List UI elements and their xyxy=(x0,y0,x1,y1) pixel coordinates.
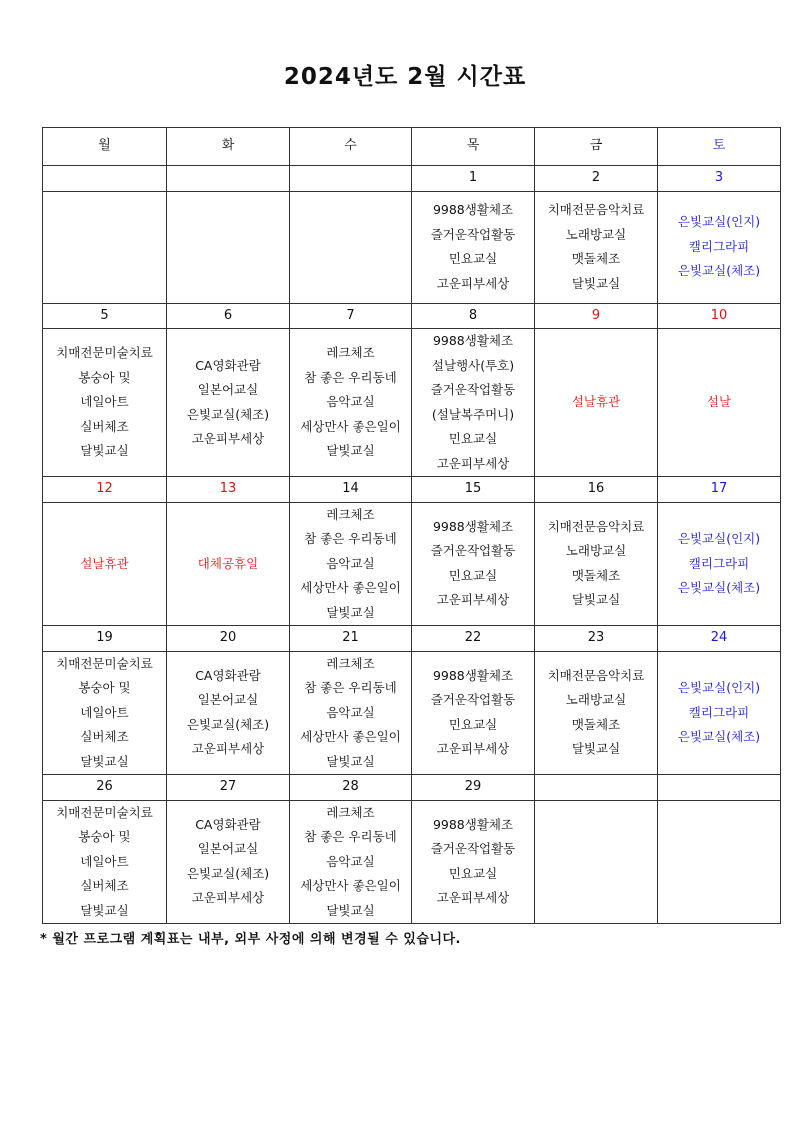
activity-item: 9988생활체조 xyxy=(432,202,514,217)
activity-cell xyxy=(658,329,781,477)
activity-item: 고운피부세상 xyxy=(436,592,510,608)
date-cell: 2 xyxy=(535,166,658,192)
activity-cell xyxy=(412,800,535,924)
activity-item: 치매전문미술치료 xyxy=(56,804,153,820)
activity-item: 봉숭아 및 xyxy=(78,829,131,844)
activity-cell xyxy=(167,502,290,626)
activity-item: 은빛교실(인지) xyxy=(677,531,761,546)
activity-item: 치매전문음악치료 xyxy=(547,518,645,534)
activity-item: 즐거운작업활동 xyxy=(430,226,516,242)
date-cell: 8 xyxy=(412,303,535,329)
date-cell xyxy=(43,166,167,192)
activity-cell xyxy=(535,191,658,303)
activity-item: 9988생활체조 xyxy=(432,667,514,683)
activity-item: 달빛교실 xyxy=(326,443,375,459)
activity-item: 즐거운작업활동 xyxy=(430,692,516,708)
activity-item: 레크체조 xyxy=(326,345,375,361)
activity-cell xyxy=(290,502,412,626)
activity-item: 레크체조 xyxy=(326,506,375,522)
date-row xyxy=(43,166,781,192)
activity-item: 대체공휴일 xyxy=(197,555,259,571)
activity-item: 맷돌체조 xyxy=(571,251,621,266)
activity-cell xyxy=(658,191,781,303)
activity-cell xyxy=(290,800,412,924)
activity-cell xyxy=(290,329,412,477)
date-cell: 3 xyxy=(658,166,781,192)
date-cell: 21 xyxy=(290,626,412,652)
activity-item: 네일아트 xyxy=(80,853,129,869)
activity-item: 실버체조 xyxy=(80,729,129,744)
date-cell: 7 xyxy=(290,303,412,329)
date-cell: 23 xyxy=(535,626,658,652)
activity-item: 맷돌체조 xyxy=(571,716,621,732)
date-cell: 9 xyxy=(535,303,658,329)
activity-item: CA영화관람 xyxy=(195,667,261,683)
activity-item: 음악교실 xyxy=(326,704,375,720)
date-cell: 16 xyxy=(535,477,658,503)
activity-item: 참 좋은 우리동네 xyxy=(304,369,397,385)
activity-item: 은빛교실(인지) xyxy=(677,680,761,695)
date-cell: 20 xyxy=(167,626,290,652)
activity-item: 민요교실 xyxy=(448,431,498,446)
activity-item: 음악교실 xyxy=(326,853,375,869)
activity-item: CA영화관람 xyxy=(195,816,261,832)
date-cell: 22 xyxy=(412,626,535,652)
activity-item: 세상만사 좋은일이 xyxy=(300,580,401,595)
activity-cell xyxy=(658,502,781,626)
activity-item: 실버체조 xyxy=(80,418,129,434)
date-cell xyxy=(535,775,658,801)
activity-item: 달빛교실 xyxy=(571,592,621,608)
activity-item: 은빛교실(체조) xyxy=(186,716,270,732)
activity-row xyxy=(43,651,781,775)
activity-row xyxy=(43,191,781,303)
activity-item: 민요교실 xyxy=(448,251,498,266)
calendar-table xyxy=(42,127,781,924)
activity-item: 즐거운작업활동 xyxy=(430,382,516,397)
activity-item: 은빛교실(인지) xyxy=(677,214,761,230)
activity-item: 세상만사 좋은일이 xyxy=(300,729,401,744)
date-cell: 10 xyxy=(658,303,781,329)
activity-cell xyxy=(412,329,535,477)
activity-item: 참 좋은 우리동네 xyxy=(304,829,397,844)
activity-cell xyxy=(535,329,658,477)
activity-item: 고운피부세상 xyxy=(191,431,265,446)
activity-cell xyxy=(43,800,167,924)
activity-item: 캘리그라피 xyxy=(688,555,750,571)
activity-item: 은빛교실(체조) xyxy=(186,865,270,881)
activity-item: 9988생활체조 xyxy=(432,816,514,832)
activity-item: 설날 xyxy=(706,394,732,410)
activity-item: 레크체조 xyxy=(326,655,375,671)
activity-item: 고운피부세상 xyxy=(191,890,265,906)
date-row xyxy=(43,303,781,329)
activity-item: 캘리그라피 xyxy=(688,704,750,720)
activity-cell xyxy=(658,800,781,924)
date-cell: 12 xyxy=(43,477,167,503)
activity-cell xyxy=(167,329,290,477)
activity-item: 치매전문음악치료 xyxy=(547,667,645,683)
activity-item: 달빛교실 xyxy=(326,753,375,769)
activity-item: 참 좋은 우리동네 xyxy=(304,680,397,695)
activity-cell xyxy=(43,191,167,303)
date-cell: 27 xyxy=(167,775,290,801)
activity-item: 고운피부세상 xyxy=(436,275,510,291)
activity-item: 캘리그라피 xyxy=(688,238,750,254)
activity-cell xyxy=(658,651,781,775)
weekday-sat: 토 xyxy=(658,128,781,166)
date-row xyxy=(43,775,781,801)
activity-item: 치매전문미술치료 xyxy=(56,655,153,671)
activity-row xyxy=(43,329,781,477)
activity-cell xyxy=(290,191,412,303)
activity-cell xyxy=(535,502,658,626)
activity-item: 달빛교실 xyxy=(80,902,129,918)
date-cell: 5 xyxy=(43,303,167,329)
date-cell: 29 xyxy=(412,775,535,801)
activity-cell xyxy=(43,329,167,477)
activity-item: 실버체조 xyxy=(80,878,129,893)
activity-item: 9988생활체조 xyxy=(432,518,514,534)
date-cell: 26 xyxy=(43,775,167,801)
activity-item: 설날휴관 xyxy=(571,394,621,410)
activity-item: 일본어교실 xyxy=(197,692,259,708)
date-cell xyxy=(167,166,290,192)
activity-item: 고운피부세상 xyxy=(191,741,265,757)
activity-item: 노래방교실 xyxy=(565,692,627,708)
activity-item: 맷돌체조 xyxy=(571,567,621,583)
activity-item: 설날행사(투호) xyxy=(431,357,515,373)
activity-item: 민요교실 xyxy=(448,865,498,881)
activity-item: 달빛교실 xyxy=(326,902,375,918)
activity-item: 은빛교실(체조) xyxy=(186,406,270,422)
date-cell: 28 xyxy=(290,775,412,801)
activity-item: 민요교실 xyxy=(448,567,498,583)
activity-item: 설날휴관 xyxy=(80,555,129,571)
activity-item: 즐거운작업활동 xyxy=(430,543,516,559)
date-cell: 17 xyxy=(658,477,781,503)
activity-item: 치매전문미술치료 xyxy=(56,345,153,361)
activity-cell xyxy=(167,651,290,775)
date-row xyxy=(43,477,781,503)
activity-item: 달빛교실 xyxy=(571,741,621,757)
activity-item: 치매전문음악치료 xyxy=(547,202,645,217)
activity-item: 참 좋은 우리동네 xyxy=(304,531,397,546)
date-cell: 14 xyxy=(290,477,412,503)
date-cell: 24 xyxy=(658,626,781,652)
date-row xyxy=(43,626,781,652)
activity-item: 달빛교실 xyxy=(326,604,375,620)
weekday-thu: 목 xyxy=(412,128,535,166)
activity-row xyxy=(43,502,781,626)
weekday-wed: 수 xyxy=(290,128,412,166)
date-cell: 13 xyxy=(167,477,290,503)
date-cell: 19 xyxy=(43,626,167,652)
activity-item: 네일아트 xyxy=(80,704,129,720)
activity-item: 은빛교실(체조) xyxy=(677,729,761,744)
activity-cell xyxy=(290,651,412,775)
page-title: 2024년도 2월 시간표 xyxy=(283,64,527,90)
activity-item: 달빛교실 xyxy=(571,275,621,291)
date-cell xyxy=(290,166,412,192)
activity-item: 민요교실 xyxy=(448,716,498,732)
activity-cell xyxy=(167,191,290,303)
activity-item: 음악교실 xyxy=(326,394,375,410)
weekday-fri: 금 xyxy=(535,128,658,166)
activity-row xyxy=(43,800,781,924)
activity-item: 고운피부세상 xyxy=(436,741,510,757)
activity-item: 레크체조 xyxy=(326,804,375,820)
activity-cell xyxy=(412,191,535,303)
footnote: * 월간 프로그램 계획표는 내부, 외부 사정에 의해 변경될 수 있습니다. xyxy=(40,932,462,947)
activity-item: 즐거운작업활동 xyxy=(430,841,516,857)
date-cell: 15 xyxy=(412,477,535,503)
activity-cell xyxy=(43,502,167,626)
activity-item: 일본어교실 xyxy=(197,841,259,857)
activity-item: 달빛교실 xyxy=(80,753,129,769)
activity-item: 노래방교실 xyxy=(565,543,627,559)
activity-item: 봉숭아 및 xyxy=(78,369,131,385)
date-cell xyxy=(658,775,781,801)
activity-cell xyxy=(167,800,290,924)
activity-item: 고운피부세상 xyxy=(436,890,510,906)
activity-item: 달빛교실 xyxy=(80,443,129,459)
activity-cell xyxy=(43,651,167,775)
activity-item: 네일아트 xyxy=(80,394,129,410)
activity-item: CA영화관람 xyxy=(195,357,261,373)
activity-item: 고운피부세상 xyxy=(436,455,510,471)
activity-item: 세상만사 좋은일이 xyxy=(300,878,401,893)
activity-item: 은빛교실(체조) xyxy=(677,580,761,595)
weekday-header-row xyxy=(43,128,781,166)
activity-cell xyxy=(535,651,658,775)
date-cell: 1 xyxy=(412,166,535,192)
activity-cell xyxy=(412,502,535,626)
activity-item: 일본어교실 xyxy=(197,382,259,397)
weekday-tue: 화 xyxy=(167,128,290,166)
activity-item: 세상만사 좋은일이 xyxy=(300,418,401,434)
activity-item: 음악교실 xyxy=(326,555,375,571)
activity-item: (설날복주머니) xyxy=(431,406,515,422)
weekday-mon: 월 xyxy=(43,128,167,166)
activity-item: 노래방교실 xyxy=(565,226,627,242)
activity-cell xyxy=(412,651,535,775)
activity-item: 은빛교실(체조) xyxy=(677,263,761,279)
activity-item: 봉숭아 및 xyxy=(78,680,131,695)
activity-cell xyxy=(535,800,658,924)
activity-item: 9988생활체조 xyxy=(432,333,514,348)
date-cell: 6 xyxy=(167,303,290,329)
